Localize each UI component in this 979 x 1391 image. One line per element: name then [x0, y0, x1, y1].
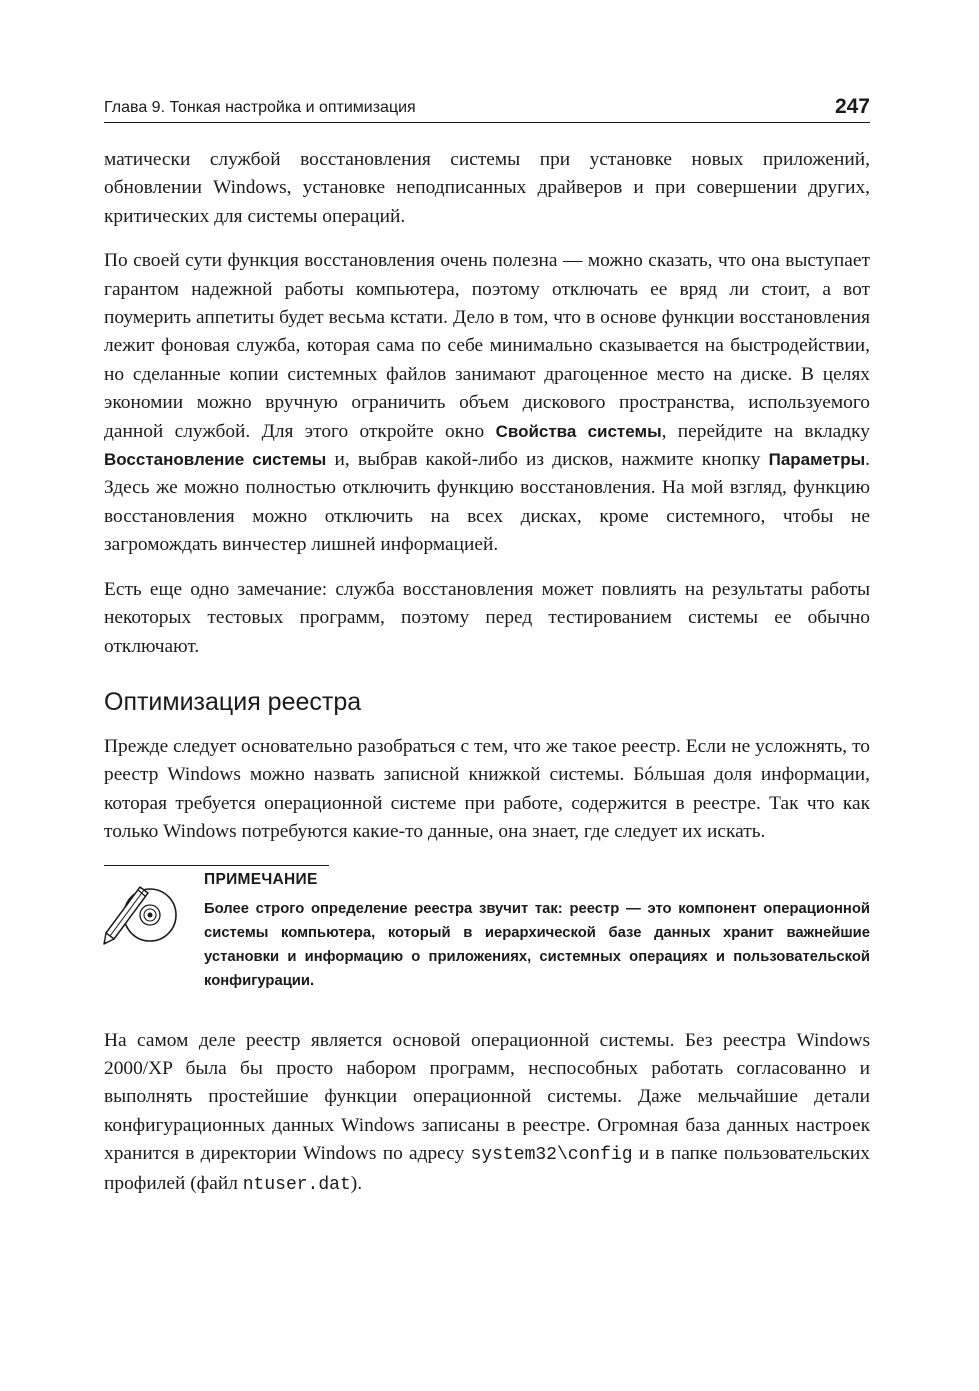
- ui-term-system-restore-tab: Восстановление системы: [104, 450, 327, 470]
- note-box: [104, 865, 870, 1013]
- ui-term-parameters-button: Параметры: [768, 450, 866, 470]
- note-label: ПРИМЕЧАНИЕ: [204, 870, 318, 888]
- page-number: 247: [834, 95, 870, 118]
- path-system32-config: system32\config: [470, 1145, 633, 1166]
- running-head: [104, 88, 870, 123]
- ui-term-system-properties: Свойства системы: [495, 421, 662, 441]
- paragraph-registry-core: [104, 1027, 870, 1199]
- paragraph-text: ).: [350, 1172, 363, 1194]
- note-rule: [104, 865, 329, 866]
- paragraph-remark: Есть еще одно замечание: служба восстановления может повлиять на результаты работы некоторых тестовых программ, поэтому перед тестированием системы ее обычно отключают.: [104, 578, 870, 657]
- note-text: Более строго определение реестра звучит так: реестр — это компонент операционной системы компьютера, который в иерархической базе данных хранит важнейшие установки и информацию о приложениях, системных операциях и пользовательской конфигурации.: [204, 900, 870, 989]
- paragraph-text: и, выбрав какой-либо из дисков, нажмите кнопку: [326, 449, 769, 471]
- paragraph-text: , перейдите на вкладку: [661, 420, 870, 442]
- page-body: [104, 146, 870, 1215]
- section-heading: Оптимизация реестра: [104, 687, 362, 716]
- paragraph-text: По своей сути функция восстановления очень полезна — можно сказать, что она выступает гарантом надежной работы компьютера, поэтому отключать ее вряд ли стоит, а вот поумерить аппетиты будет весьма кстати. Дело в том, что в основе функции восстановления лежит фоновая служба, которая сама по себе минимально сказывается на быстродействии, но сделанные копии системных файлов занимают драгоценное место на диске. В целях экономии можно вручную ограничить объем дискового пространства, используемого данной службой. Для этого откройте окно: [104, 250, 870, 442]
- paragraph-continuation: матически службой восстановления системы при установке новых приложений, обновлении Windows, установке неподписанных драйверов и при совершении других, критических для системы операций.: [104, 149, 870, 227]
- pencil-and-disc-icon: [88, 885, 188, 945]
- chapter-title: Глава 9. Тонкая настройка и оптимизация: [104, 99, 416, 116]
- paragraph-text: . Здесь же можно полностью отключить функцию восстановления. На мой взгляд, функцию восстановления можно отключить на всех дисках, кроме системного, чтобы не загромождать винчестер лишней информацией.: [104, 449, 870, 556]
- paragraph-restore-function: [104, 247, 870, 559]
- paragraph-registry-intro: Прежде следует основательно разобраться с тем, что же такое реестр. Если не усложнять, то реестр Windows можно назвать записной книжкой системы. Бóльшая доля информации, которая требуется операционной системе при работе, содержится в реестре. Так что как только Windows потребуются какие-то данные, она знает, где следует их искать.: [104, 735, 870, 843]
- paragraph-text: На самом деле реестр является основой операционной системы. Без реестра Windows 2000/XP была бы просто набором программ, неспособных работать согласованно и выполнять простейшие функции операционной системы. Даже мельчайшие детали конфигурационных данных Windows записаны в реестре. Огромная база данных настроек хранится в директории Windows по адресу: [104, 1029, 870, 1165]
- paragraph-text: и в папке пользовательских профилей (файл: [104, 1143, 870, 1194]
- file-ntuser-dat: ntuser.dat: [242, 1174, 351, 1195]
